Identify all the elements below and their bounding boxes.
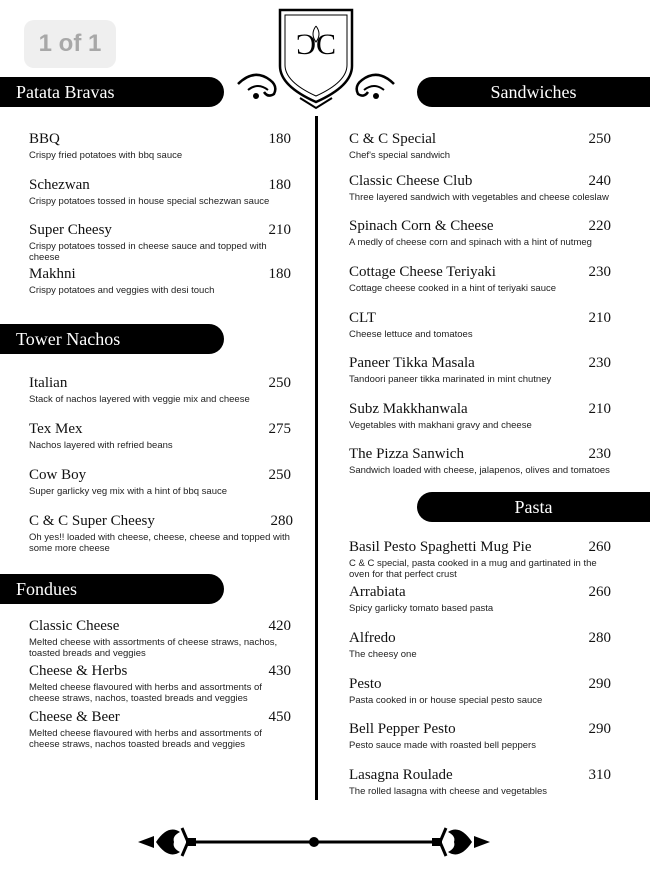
menu-item [29, 266, 291, 296]
item-price: 450 [268, 709, 291, 725]
item-price: 290 [588, 676, 611, 692]
svg-text:ƆC: ƆC [295, 28, 337, 61]
item-name: The Pizza Sanwich [349, 446, 464, 462]
item-price: 250 [588, 131, 611, 147]
menu-item [349, 401, 611, 431]
item-price: 180 [268, 177, 291, 193]
item-description: Super garlicky veg mix with a hint of bbq sauce [29, 486, 228, 497]
menu-item [349, 355, 611, 385]
item-name: Cheese & Herbs [29, 663, 128, 679]
item-price: 210 [588, 401, 611, 417]
menu-item [29, 177, 291, 207]
column-divider [315, 116, 318, 800]
section-header-fondues: Fondues [0, 574, 224, 604]
item-name: Bell Pepper Pesto [349, 721, 456, 737]
item-price: 210 [268, 222, 291, 238]
item-price: 230 [588, 446, 611, 462]
item-name: Spinach Corn & Cheese [349, 218, 494, 234]
item-price: 180 [268, 266, 291, 282]
item-name: Paneer Tikka Masala [349, 355, 475, 371]
menu-item [349, 630, 611, 660]
item-description: Melted cheese flavoured with herbs and assortments of cheese straws, nachos toasted breads and veggies [29, 728, 262, 750]
item-name: Arrabiata [349, 584, 406, 600]
section-header-sandwiches: Sandwiches [417, 77, 650, 107]
menu-item [29, 467, 291, 497]
menu-item [29, 131, 291, 161]
item-price: 260 [588, 539, 611, 555]
item-description: Crispy potatoes and veggies with desi touch [29, 285, 215, 296]
item-name: Cow Boy [29, 467, 87, 483]
item-price: 290 [588, 721, 611, 737]
item-description: Stack of nachos layered with veggie mix and cheese [29, 394, 250, 405]
section-header-tower-nachos: Tower Nachos [0, 324, 224, 354]
item-description: Nachos layered with refried beans [29, 440, 173, 451]
item-description: Cheese lettuce and tomatoes [349, 329, 473, 340]
item-price: 230 [588, 355, 611, 371]
item-name: CLT [349, 310, 376, 326]
item-description: Melted cheese flavoured with herbs and assortments of cheese straws, nachos, toasted breads and veggies [29, 682, 262, 704]
item-name: Cottage Cheese Teriyaki [349, 264, 496, 280]
item-name: Basil Pesto Spaghetti Mug Pie [349, 539, 532, 555]
item-name: Super Cheesy [29, 222, 112, 238]
item-price: 260 [588, 584, 611, 600]
item-price: 210 [588, 310, 611, 326]
item-name: Lasagna Roulade [349, 767, 453, 783]
item-description: Vegetables with makhani gravy and cheese [349, 420, 532, 431]
menu-item [29, 222, 291, 263]
item-description: Crispy potatoes tossed in cheese sauce and topped with cheese [29, 241, 267, 263]
item-description: The cheesy one [349, 649, 417, 660]
item-price: 250 [268, 375, 291, 391]
menu-item [349, 539, 611, 580]
item-description: Cottage cheese cooked in a hint of teriyaki sauce [349, 283, 557, 294]
menu-item [349, 131, 611, 161]
page-counter-badge: 1 of 1 [24, 20, 116, 68]
item-price: 180 [268, 131, 291, 147]
item-description: Pesto sauce made with roasted bell peppers [349, 740, 536, 751]
item-description: Tandoori paneer tikka marinated in mint chutney [349, 374, 552, 385]
menu-item [349, 721, 611, 751]
item-price: 240 [588, 173, 611, 189]
menu-item [349, 264, 611, 294]
item-name: Tex Mex [29, 421, 83, 437]
menu-item [349, 767, 611, 797]
item-name: BBQ [29, 131, 60, 147]
item-price: 280 [588, 630, 611, 646]
item-description: A medly of cheese corn and spinach with a hint of nutmeg [349, 237, 592, 248]
item-name: Italian [29, 375, 68, 391]
item-price: 275 [268, 421, 291, 437]
item-price: 250 [268, 467, 291, 483]
menu-item [29, 375, 291, 405]
item-description: Crispy fried potatoes with bbq sauce [29, 150, 183, 161]
menu-item [349, 218, 611, 248]
item-name: Makhni [29, 266, 76, 282]
item-description: Crispy potatoes tossed in house special schezwan sauce [29, 196, 270, 207]
item-name: C & C Super Cheesy [29, 513, 155, 529]
section-header-pasta: Pasta [417, 492, 650, 522]
menu-item [29, 618, 291, 659]
item-price: 430 [268, 663, 291, 679]
item-name: Schezwan [29, 177, 90, 193]
item-price: 420 [268, 618, 291, 634]
cafe-crest-logo [234, 6, 398, 110]
item-description: Oh yes!! loaded with cheese, cheese, cheese and topped with some more cheese [29, 532, 290, 554]
menu-item [29, 513, 293, 554]
item-description: Three layered sandwich with vegetables and cheese coleslaw [349, 192, 609, 203]
item-name: Cheese & Beer [29, 709, 120, 725]
item-price: 220 [588, 218, 611, 234]
section-header-patata-bravas: Patata Bravas [0, 77, 224, 107]
footer-ornament-icon [136, 822, 492, 862]
menu-item [29, 421, 291, 451]
item-name: C & C Special [349, 131, 437, 147]
item-price: 280 [270, 513, 293, 529]
item-name: Classic Cheese [29, 618, 120, 634]
menu-item [349, 310, 611, 340]
item-price: 230 [588, 264, 611, 280]
item-description: Sandwich loaded with cheese, jalapenos, olives and tomatoes [349, 465, 610, 476]
item-name: Subz Makkhanwala [349, 401, 468, 417]
menu-item [29, 709, 291, 750]
item-description: The rolled lasagna with cheese and vegetables [349, 786, 548, 797]
item-description: Spicy garlicky tomato based pasta [349, 603, 494, 614]
item-description: Melted cheese with assortments of cheese straws, nachos, toasted breads and veggies [29, 637, 278, 659]
item-name: Alfredo [349, 630, 396, 646]
menu-item [349, 173, 611, 203]
menu-item [349, 676, 611, 706]
item-description: Chef's special sandwich [349, 150, 451, 161]
item-description: C & C special, pasta cooked in a mug and gartinated in the oven for that perfect crust [349, 558, 597, 580]
item-name: Classic Cheese Club [349, 173, 473, 189]
menu-item [349, 584, 611, 614]
item-name: Pesto [349, 676, 382, 692]
item-description: Pasta cooked in or house special pesto sauce [349, 695, 543, 706]
menu-item [29, 663, 291, 704]
item-price: 310 [588, 767, 611, 783]
menu-item [349, 446, 611, 476]
